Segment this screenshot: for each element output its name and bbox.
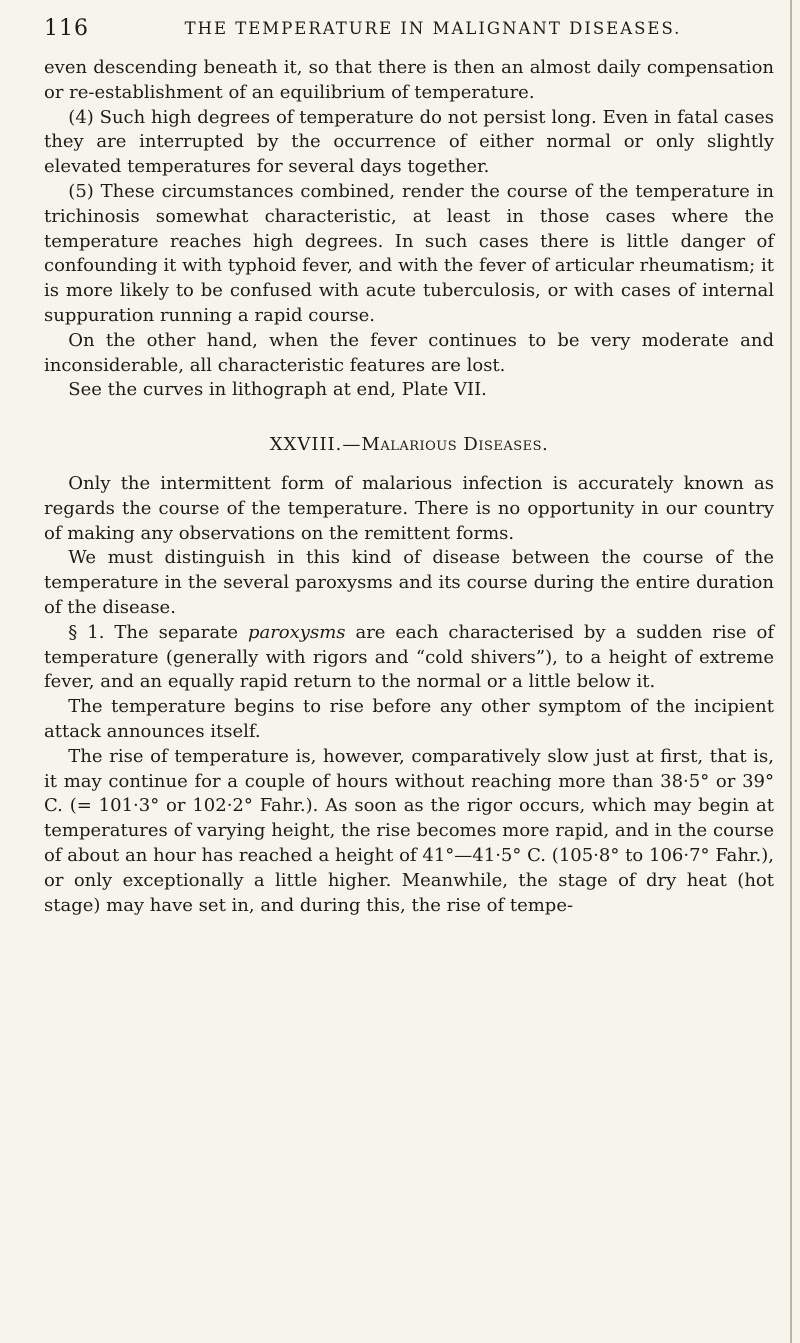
paragraph: We must distinguish in this kind of disease between the course of the temperature in the several paroxysms and its course during the entire duration of the disease. xyxy=(44,547,774,618)
paroxysms-text-after: are each characterised by a sudden rise of temperature (generally with rigors and “cold shivers”), to a height of extreme fever, and an equally rapid return to the normal or a little below it. xyxy=(44,621,774,693)
body-text xyxy=(44,56,774,918)
page-number: 116 xyxy=(44,16,89,41)
paroxysms-text-before: § 1. The separate xyxy=(68,621,248,643)
paragraph: (4) Such high degrees of temperature do not persist long. Even in fatal cases they are interrupted by the occurrence of either normal or only slightly elevated temperatures for several days together. xyxy=(44,106,774,178)
paragraph: See the curves in lithograph at end, Plate VII. xyxy=(68,379,487,401)
section-title: Malarious Diseases. xyxy=(361,434,549,456)
paragraph: even descending beneath it, so that there is then an almost daily compensation or re-establishment of an equilibrium of temperature. xyxy=(44,57,774,103)
section-number: XXVIII.— xyxy=(269,434,362,456)
section-heading xyxy=(44,433,774,458)
paragraph: On the other hand, when the fever continues to be very moderate and inconsiderable, all characteristic features are lost. xyxy=(44,329,774,376)
paragraph: (5) These circumstances combined, render the course of the temperature in trichinosis somewhat characteristic, at least in those cases where the temperature reaches high degrees. In such cases there is little danger of confounding it with typhoid fever, and with the fever of articular rheumatism; it is more likely to be confused with acute tuberculosis, or with cases of internal suppuration running a rapid course. xyxy=(44,180,774,326)
running-title: THE TEMPERATURE IN MALIGNANT DISEASES. xyxy=(184,19,682,38)
paragraph: The rise of temperature is, however, comparatively slow just at first, that is, it may continue for a couple of hours without reaching more than 38·5° or 39° C. (= 101·3° or 102·2° Fahr.). As soon as the rigor occurs, which may begin at temperatures of varying height, the rise becomes more rapid, and in the course of about an hour has reached a height of 41°—41·5° C. (105·8° to 106·7° Fahr.), or only exceptionally a little higher. Meanwhile, the stage of dry heat (hot stage) may have set in, and during this, the rise of tempe- xyxy=(44,745,774,916)
paroxysms-italic: paroxysms xyxy=(247,621,346,643)
paragraph-paroxysms xyxy=(44,621,774,695)
page-edge-shadow xyxy=(790,0,792,1343)
paragraph: Only the intermittent form of malarious infection is accurately known as regards the course of the temperature. There is no opportunity in our country of making any observations on the remittent forms. xyxy=(44,472,774,544)
paragraph: The temperature begins to rise before any other symptom of the incipient attack announces itself. xyxy=(44,696,774,742)
running-head xyxy=(44,16,774,46)
